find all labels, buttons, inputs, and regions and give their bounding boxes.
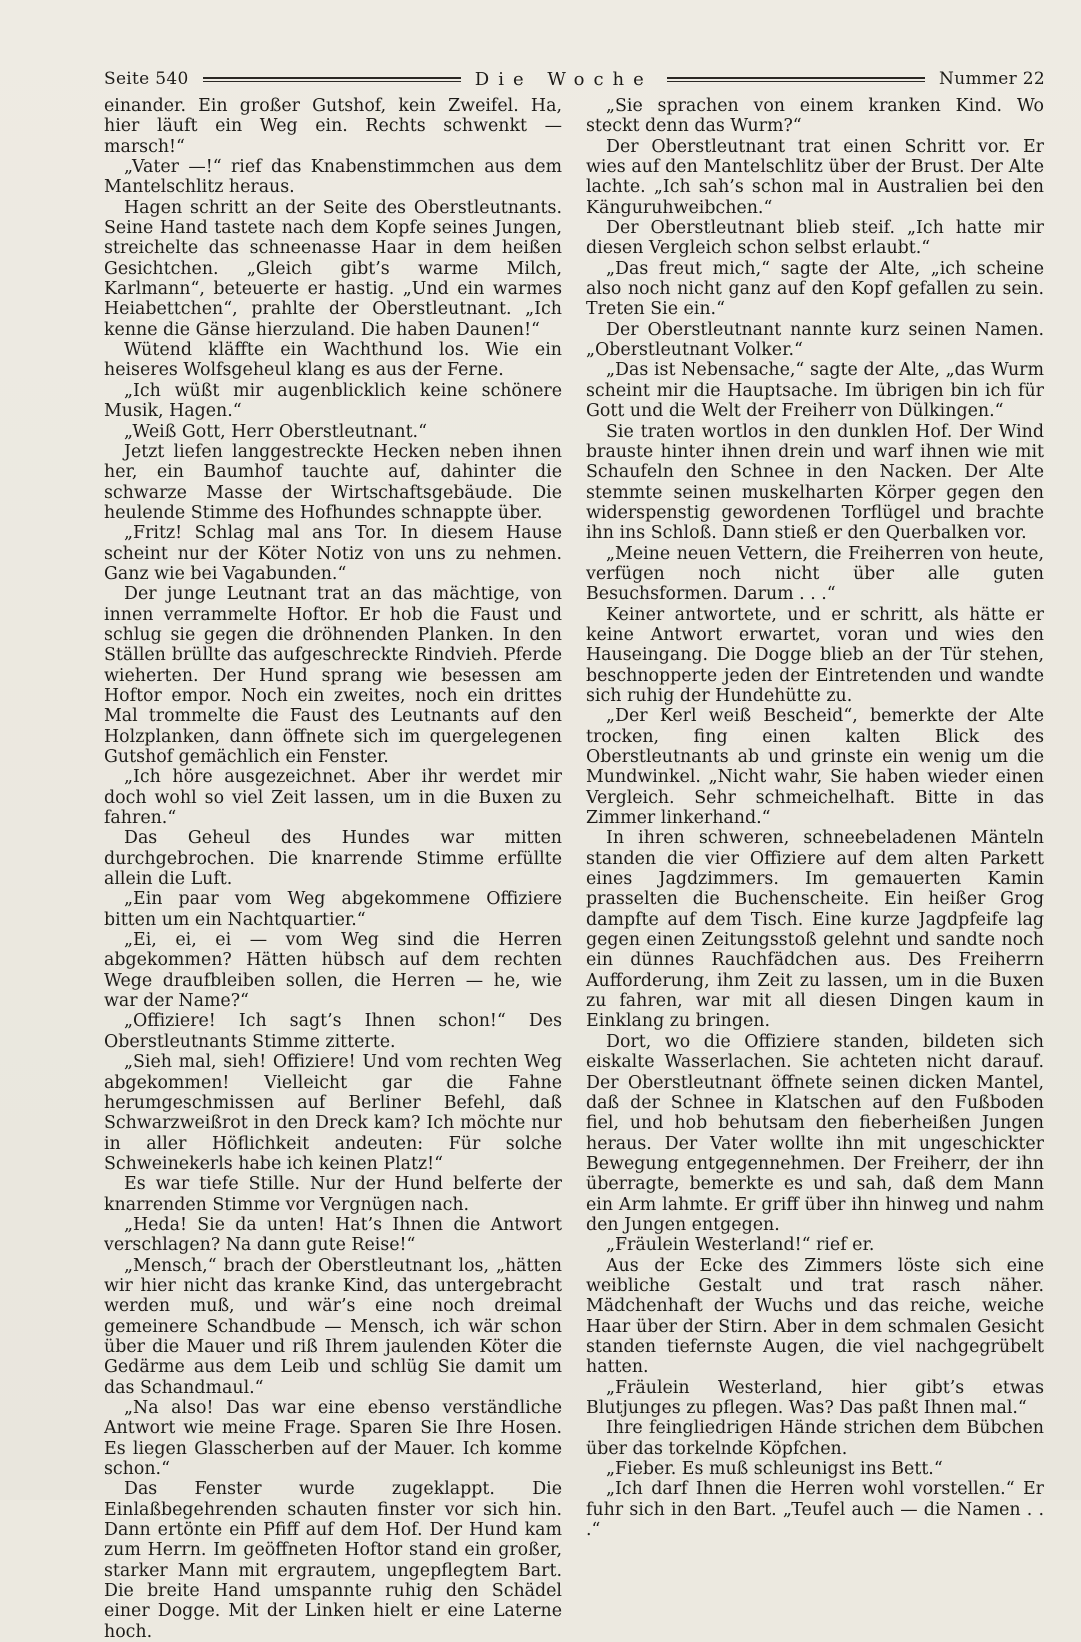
paragraph: Sie traten wortlos in den dunklen Hof. Der Wind brauste hinter ihnen drein und warf ihnen wie mit Schaufeln den Schnee in den Nacken. Der Alte stemmte seinen muskelharten Körper gegen den widerspenstig gewordenen Torflügel und brachte ihn ins Schloß. Dann stieß er den Querbalken vor. (586, 421, 1044, 544)
paragraph: Keiner antwortete, und er schritt, als hätte er keine Antwort erwartet, voran und wies den Hauseingang. Die Dogge blieb an der Tür stehen, beschnopperte jeden der Eintretenden und wandte sich ruhig der Hundehütte zu. (586, 604, 1044, 706)
issue-number: Nummer 22 (939, 69, 1046, 89)
paragraph: „Sieh mal, sieh! Offiziere! Und vom rechten Weg abgekommen! Vielleicht gar die Fahne herumgeschmissen auf Berliner Befehl, daß Schwarzweißrot in den Dreck kam? Ich möchte nur in aller Höflichkeit andeuten: Für solche Schweinekerls habe ich keinen Platz!“ (104, 1052, 562, 1174)
paragraph: Ihre feingliedrigen Hände strichen dem Bübchen über das torkelnde Köpfchen. (586, 1418, 1044, 1459)
page-header (104, 64, 1045, 94)
paragraph: Das Geheul des Hundes war mitten durchgebrochen. Die knarrende Stimme erfüllte allein die Luft. (104, 828, 562, 890)
paragraph: „Ich darf Ihnen die Herren wohl vorstellen.“ Er fuhr sich in den Bart. „Teufel auch — die Namen . . .“ (586, 1479, 1044, 1541)
text-column-right (586, 96, 1044, 1540)
paragraph: Der Oberstleutnant blieb steif. „Ich hatte mir diesen Vergleich schon selbst erlaubt.“ (586, 218, 1044, 259)
paragraph: Jetzt liefen langgestreckte Hecken neben ihnen her, ein Baumhof tauchte auf, dahinter die schwarze Masse der Wirtschaftsgebäude. Die heulende Stimme des Hofhundes schnappte über. (104, 441, 562, 523)
paragraph: Der Oberstleutnant nannte kurz seinen Namen. „Oberstleutnant Volker.“ (586, 319, 1044, 361)
paragraph: „Fräulein Westerland!“ rief er. (606, 1235, 875, 1256)
paragraph: „Mensch,“ brach der Oberstleutnant los, „hätten wir hier nicht das kranke Kind, das untergebracht werden muß, und wär’s eine noch dreimal gemeinere Schandbude — Mensch, ich wär schon über die Mauer und riß Ihrem jaulenden Köter die Gedärme aus dem Leib und schlüg Sie damit um das Schandmaul.“ (104, 1255, 562, 1398)
paragraph: Hagen schritt an der Seite des Oberstleutnants. Seine Hand tastete nach dem Kopfe seines Jungen, streichelte das schneenasse Haar in dem heißen Gesichtchen. „Gleich gibt’s warme Milch, Karlmann“, beteuerte er hastig. „Und ein warmes Heiabettchen“, prahlte der Oberstleutnant. „Ich kenne die Gänse hierzuland. Die haben Daunen!“ (104, 197, 562, 340)
paragraph: Dort, wo die Offiziere standen, bildeten sich eiskalte Wasserlachen. Sie achteten nicht darauf. Der Oberstleutnant öffnete seinen dicken Mantel, daß der Schnee in Klatschen auf den Fußboden fiel, und hob behutsam den fieberheißen Jungen heraus. Der Vater wollte ihn mit ungeschickter Bewegung entgegennehmen. Der Freiherr, der ihn überragte, bemerkte es und sah, daß dem Mann ein Arm lahmte. Er griff über ihn hinweg und nahm den Jungen entgegen. (586, 1031, 1044, 1235)
paragraph: „Vater —!“ rief das Knabenstimmchen aus dem Mantelschlitz heraus. (104, 157, 562, 198)
header-rule-left (203, 77, 461, 82)
paragraph: Das Fenster wurde zugeklappt. Die Einlaßbegehrenden schauten finster vor sich hin. Dann ertönte ein Pfiff auf dem Hof. Der Hund kam zum Herrn. Im geöffneten Hoftor stand ein großer, starker Mann mit ergrautem, ungepflegtem Bart. Die breite Hand umspannte ruhig den Schädel einer Dogge. Mit der Linken hielt er eine Laterne hoch. (104, 1479, 562, 1642)
paragraph: „Ein paar vom Weg abgekommene Offiziere bitten um ein Nachtquartier.“ (104, 889, 562, 930)
text-column-left (104, 96, 562, 1642)
paragraph: Der Oberstleutnant trat einen Schritt vor. Er wies auf den Mantelschlitz über der Brust. Der Alte lachte. „Ich sah’s schon mal in Australien bei den Känguruhweibchen.“ (586, 136, 1044, 218)
paragraph: „Ich höre ausgezeichnet. Aber ihr werdet mir doch wohl so viel Zeit lassen, um in die Buxen zu fahren.“ (104, 767, 562, 829)
paragraph: „Meine neuen Vettern, die Freiherren von heute, verfügen noch nicht über alle guten Besuchsformen. Darum . . .“ (586, 543, 1044, 605)
paragraph: Der junge Leutnant trat an das mächtige, von innen verrammelte Hoftor. Er hob die Faust und schlug sie gegen die dröhnenden Planken. In den Ställen brüllte das aufgeschreckte Rindvieh. Pferde wieherten. Der Hund sprang wie besessen am Hoftor empor. Noch ein zweites, noch ein drittes Mal trommelte die Faust des Leutnants auf den Holzplanken, dann öffnete sich im quergelegenen Gutshof gemächlich ein Fenster. (104, 584, 562, 767)
paragraph: einander. Ein großer Gutshof, kein Zweifel. Ha, hier läuft ein Weg ein. Rechts schwenkt — marsch!“ (104, 96, 562, 157)
paragraph: „Der Kerl weiß Bescheid“, bemerkte der Alte trocken, fing einen kalten Blick des Oberstleutnants ab und grinste ein wenig um die Mundwinkel. „Nicht wahr, Sie haben wieder einen Vergleich. Sehr schmeichelhaft. Bitte in das Zimmer linkerhand.“ (586, 706, 1044, 829)
paragraph: „Na also! Das war eine ebenso verständliche Antwort wie meine Frage. Sparen Sie Ihre Hosen. Es liegen Glasscherben auf der Mauer. Ich komme schon.“ (104, 1398, 562, 1480)
page-number: Seite 540 (104, 69, 189, 89)
paragraph: Es war tiefe Stille. Nur der Hund belferte der knarrenden Stimme vor Vergnügen nach. (104, 1174, 562, 1215)
paragraph: „Das ist Nebensache,“ sagte der Alte, „das Wurm scheint mir die Hauptsache. Im übrigen bin ich für Gott und die Welt der Freiherr von Dülkingen.“ (586, 360, 1044, 422)
paragraph: „Das freut mich,“ sagte der Alte, „ich scheine also noch nicht ganz auf den Kopf gefallen zu sein. Treten Sie ein.“ (586, 258, 1044, 320)
paragraph: Aus der Ecke des Zimmers löste sich eine weibliche Gestalt und trat rasch näher. Mädchenhaft der Wuchs und das reiche, weiche Haar über der Stirn. Aber in dem schmalen Gesicht standen tiefernste Augen, die viel nachgegrübelt hatten. (586, 1255, 1044, 1378)
paragraph: „Offiziere! Ich sagt’s Ihnen schon!“ Des Oberstleutnants Stimme zitterte. (104, 1011, 562, 1052)
paragraph: „Weiß Gott, Herr Oberstleutnant.“ (124, 421, 427, 442)
paragraph: „Ich wüßt mir augenblicklich keine schönere Musik, Hagen.“ (104, 380, 562, 422)
paragraph: „Ei, ei, ei — vom Weg sind die Herren abgekommen? Hätten hübsch auf dem rechten Wege draufbleiben sollen, die Herren — he, wie war der Name?“ (104, 930, 562, 1012)
paragraph: „Fieber. Es muß schleunigst ins Bett.“ (606, 1459, 943, 1480)
paragraph: In ihren schweren, schneebeladenen Mänteln standen die vier Offiziere auf dem alten Parkett eines Jagdzimmers. Im gemauerten Kamin prasselten die Buchenscheite. Ein heißer Grog dampfte auf dem Tisch. Eine kurze Jagdpfeife lag gegen einen Zeitungsstoß gelehnt und sandte noch ein dünnes Rauchfädchen aus. Des Freiherrn Aufforderung, ihm Zeit zu lassen, um in die Buxen zu fahren, war mit all diesen Dingen kaum in Einklang zu bringen. (586, 828, 1044, 1032)
paragraph: „Heda! Sie da unten! Hat’s Ihnen die Antwort verschlagen? Na dann gute Reise!“ (104, 1214, 562, 1256)
header-rule-right (667, 77, 925, 82)
magazine-title: Die Woche (474, 68, 653, 90)
paragraph: „Fräulein Westerland, hier gibt’s etwas Blutjunges zu pflegen. Was? Das paßt Ihnen mal.“ (586, 1377, 1044, 1418)
paragraph: „Fritz! Schlag mal ans Tor. In diesem Hause scheint nur der Köter Notiz von uns zu nehmen. Ganz wie bei Vagabunden.“ (104, 523, 562, 584)
paragraph: Wütend kläffte ein Wachthund los. Wie ein heiseres Wolfsgeheul klang es aus der Ferne. (104, 340, 562, 381)
paragraph: „Sie sprachen von einem kranken Kind. Wo steckt denn das Wurm?“ (586, 96, 1044, 137)
